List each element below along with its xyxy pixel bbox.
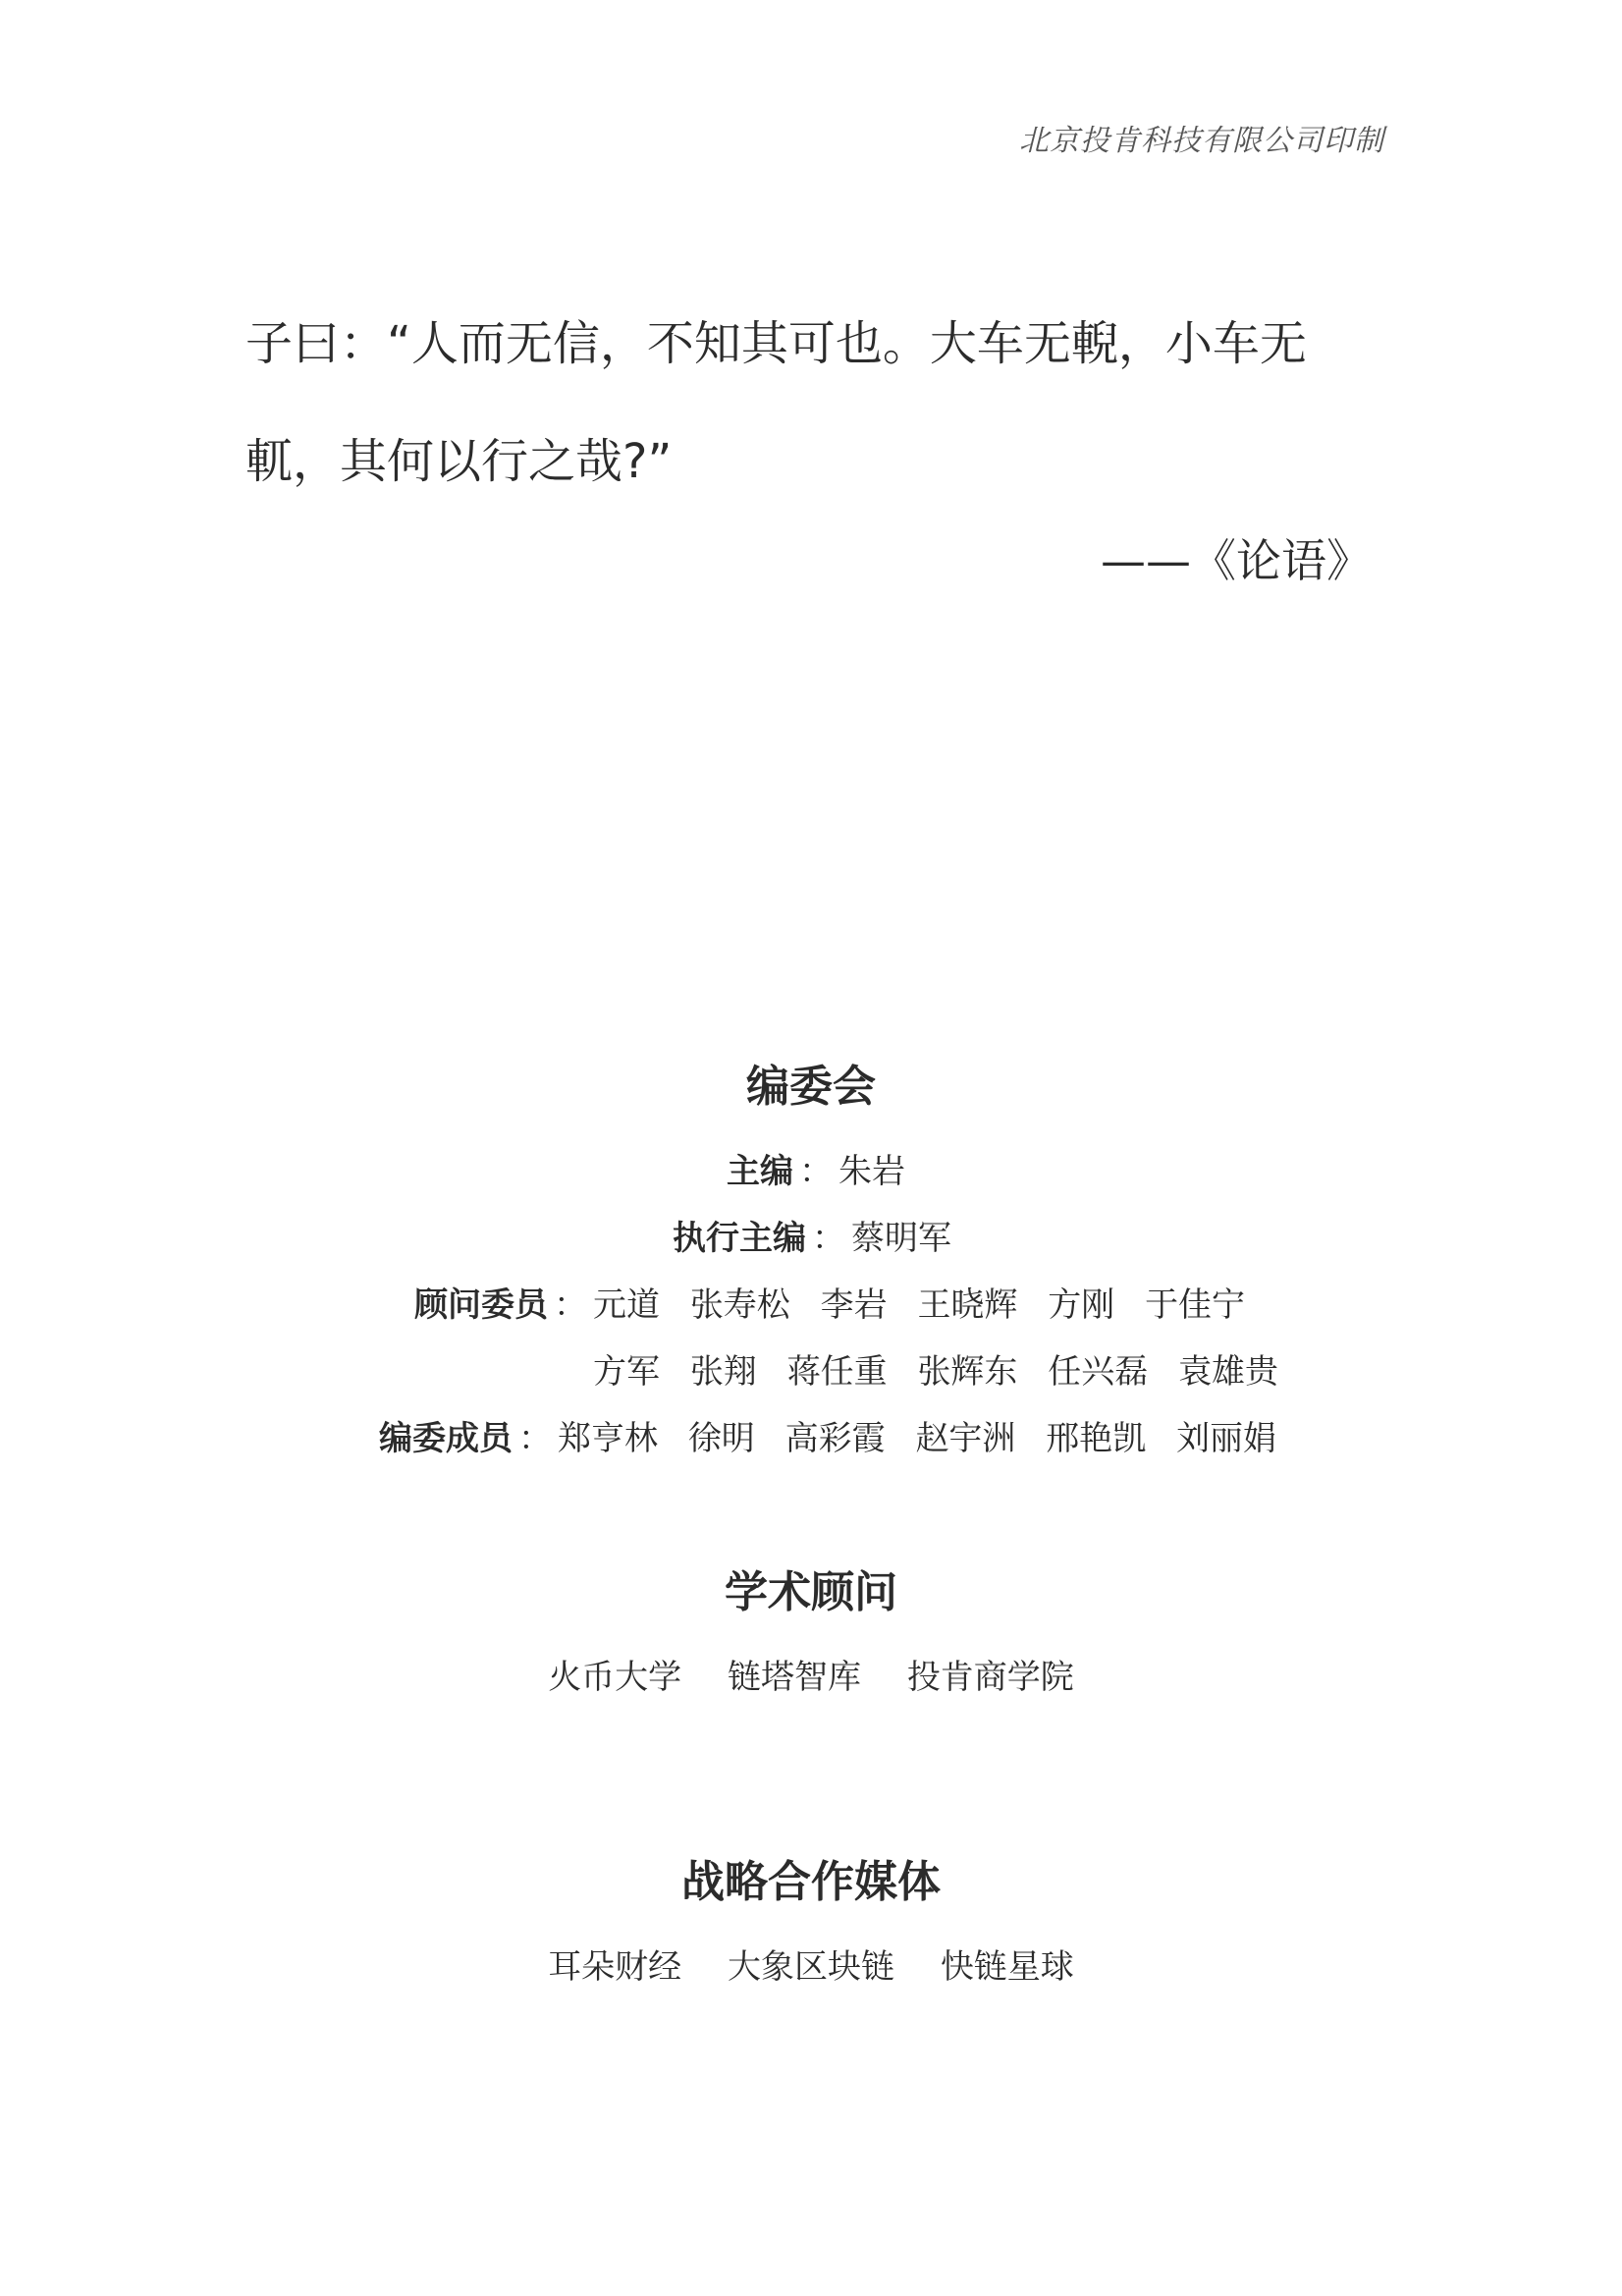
advisor-name: 王晓辉 [917, 1285, 1018, 1325]
advisor-name: 蒋任重 [786, 1352, 888, 1392]
chief-editor-separator: ： [799, 1152, 833, 1191]
chief-editor-label: 主编 [727, 1152, 793, 1191]
academic-advisor-item: 火币大学 [548, 1658, 682, 1697]
confucius-quote [245, 285, 1394, 520]
quote-line-2: 軏，其何以行之哉?” [245, 434, 673, 489]
member-name: 高彩霞 [784, 1419, 886, 1458]
editorial-board-title: 编委会 [746, 1062, 876, 1112]
members-names [558, 1411, 1276, 1459]
advisor-name: 李岩 [820, 1285, 888, 1325]
member-name: 郑亨林 [558, 1419, 658, 1458]
advisors-row [414, 1278, 1245, 1326]
executive-editor-separator: ： [812, 1219, 845, 1258]
quote-line-1: 子曰：“人而无信，不知其可也。大车无輗，小车无 [245, 316, 1307, 371]
media-partners-title: 战略合作媒体 [681, 1857, 941, 1907]
advisor-name: 张辉东 [917, 1352, 1018, 1392]
chief-editor-name: 朱岩 [838, 1152, 905, 1191]
advisors-names-row-1 [593, 1278, 1245, 1326]
members-row [379, 1411, 1276, 1459]
executive-editor-name: 蔡明军 [851, 1219, 951, 1258]
academic-advisors-title: 学术顾问 [725, 1567, 897, 1617]
advisor-name: 袁雄贵 [1178, 1352, 1279, 1392]
member-name: 赵宇洲 [915, 1419, 1016, 1458]
academic-advisors-list [0, 1650, 1622, 1698]
media-partner-item: 大象区块链 [728, 1947, 894, 1987]
advisors-label: 顾问委员 [414, 1285, 548, 1325]
chief-editor-row [727, 1144, 905, 1192]
advisor-name: 元道 [593, 1285, 660, 1325]
advisors-row-2 [593, 1344, 1278, 1393]
quote-attribution: ——《论语》 [1101, 534, 1372, 587]
media-partners-list [0, 1940, 1622, 1988]
member-name: 邢艳凯 [1046, 1419, 1147, 1458]
executive-editor-row [673, 1211, 951, 1259]
advisor-name: 任兴磊 [1048, 1352, 1149, 1392]
media-partner-item: 耳朵财经 [548, 1947, 682, 1987]
advisor-name: 张寿松 [689, 1285, 790, 1325]
advisors-separator: ： [554, 1285, 587, 1325]
media-partner-item: 快链星球 [940, 1947, 1074, 1987]
executive-editor-label: 执行主编 [673, 1219, 806, 1258]
member-name: 刘丽娟 [1176, 1419, 1277, 1458]
advisor-name: 方军 [593, 1352, 660, 1392]
members-label: 编委成员 [379, 1419, 513, 1458]
printer-credit: 北京投肯科技有限公司印制 [1019, 124, 1384, 158]
academic-advisor-item: 投肯商学院 [906, 1658, 1074, 1697]
advisor-name: 方刚 [1048, 1285, 1115, 1325]
advisors-names-row-2 [593, 1344, 1278, 1393]
academic-advisor-item: 链塔智库 [728, 1658, 861, 1697]
executive-editor-names [851, 1211, 951, 1259]
advisor-name: 张翔 [689, 1352, 757, 1392]
advisor-name: 于佳宁 [1145, 1285, 1246, 1325]
member-name: 徐明 [687, 1419, 755, 1458]
members-separator: ： [518, 1419, 552, 1458]
chief-editor-names [838, 1144, 905, 1192]
